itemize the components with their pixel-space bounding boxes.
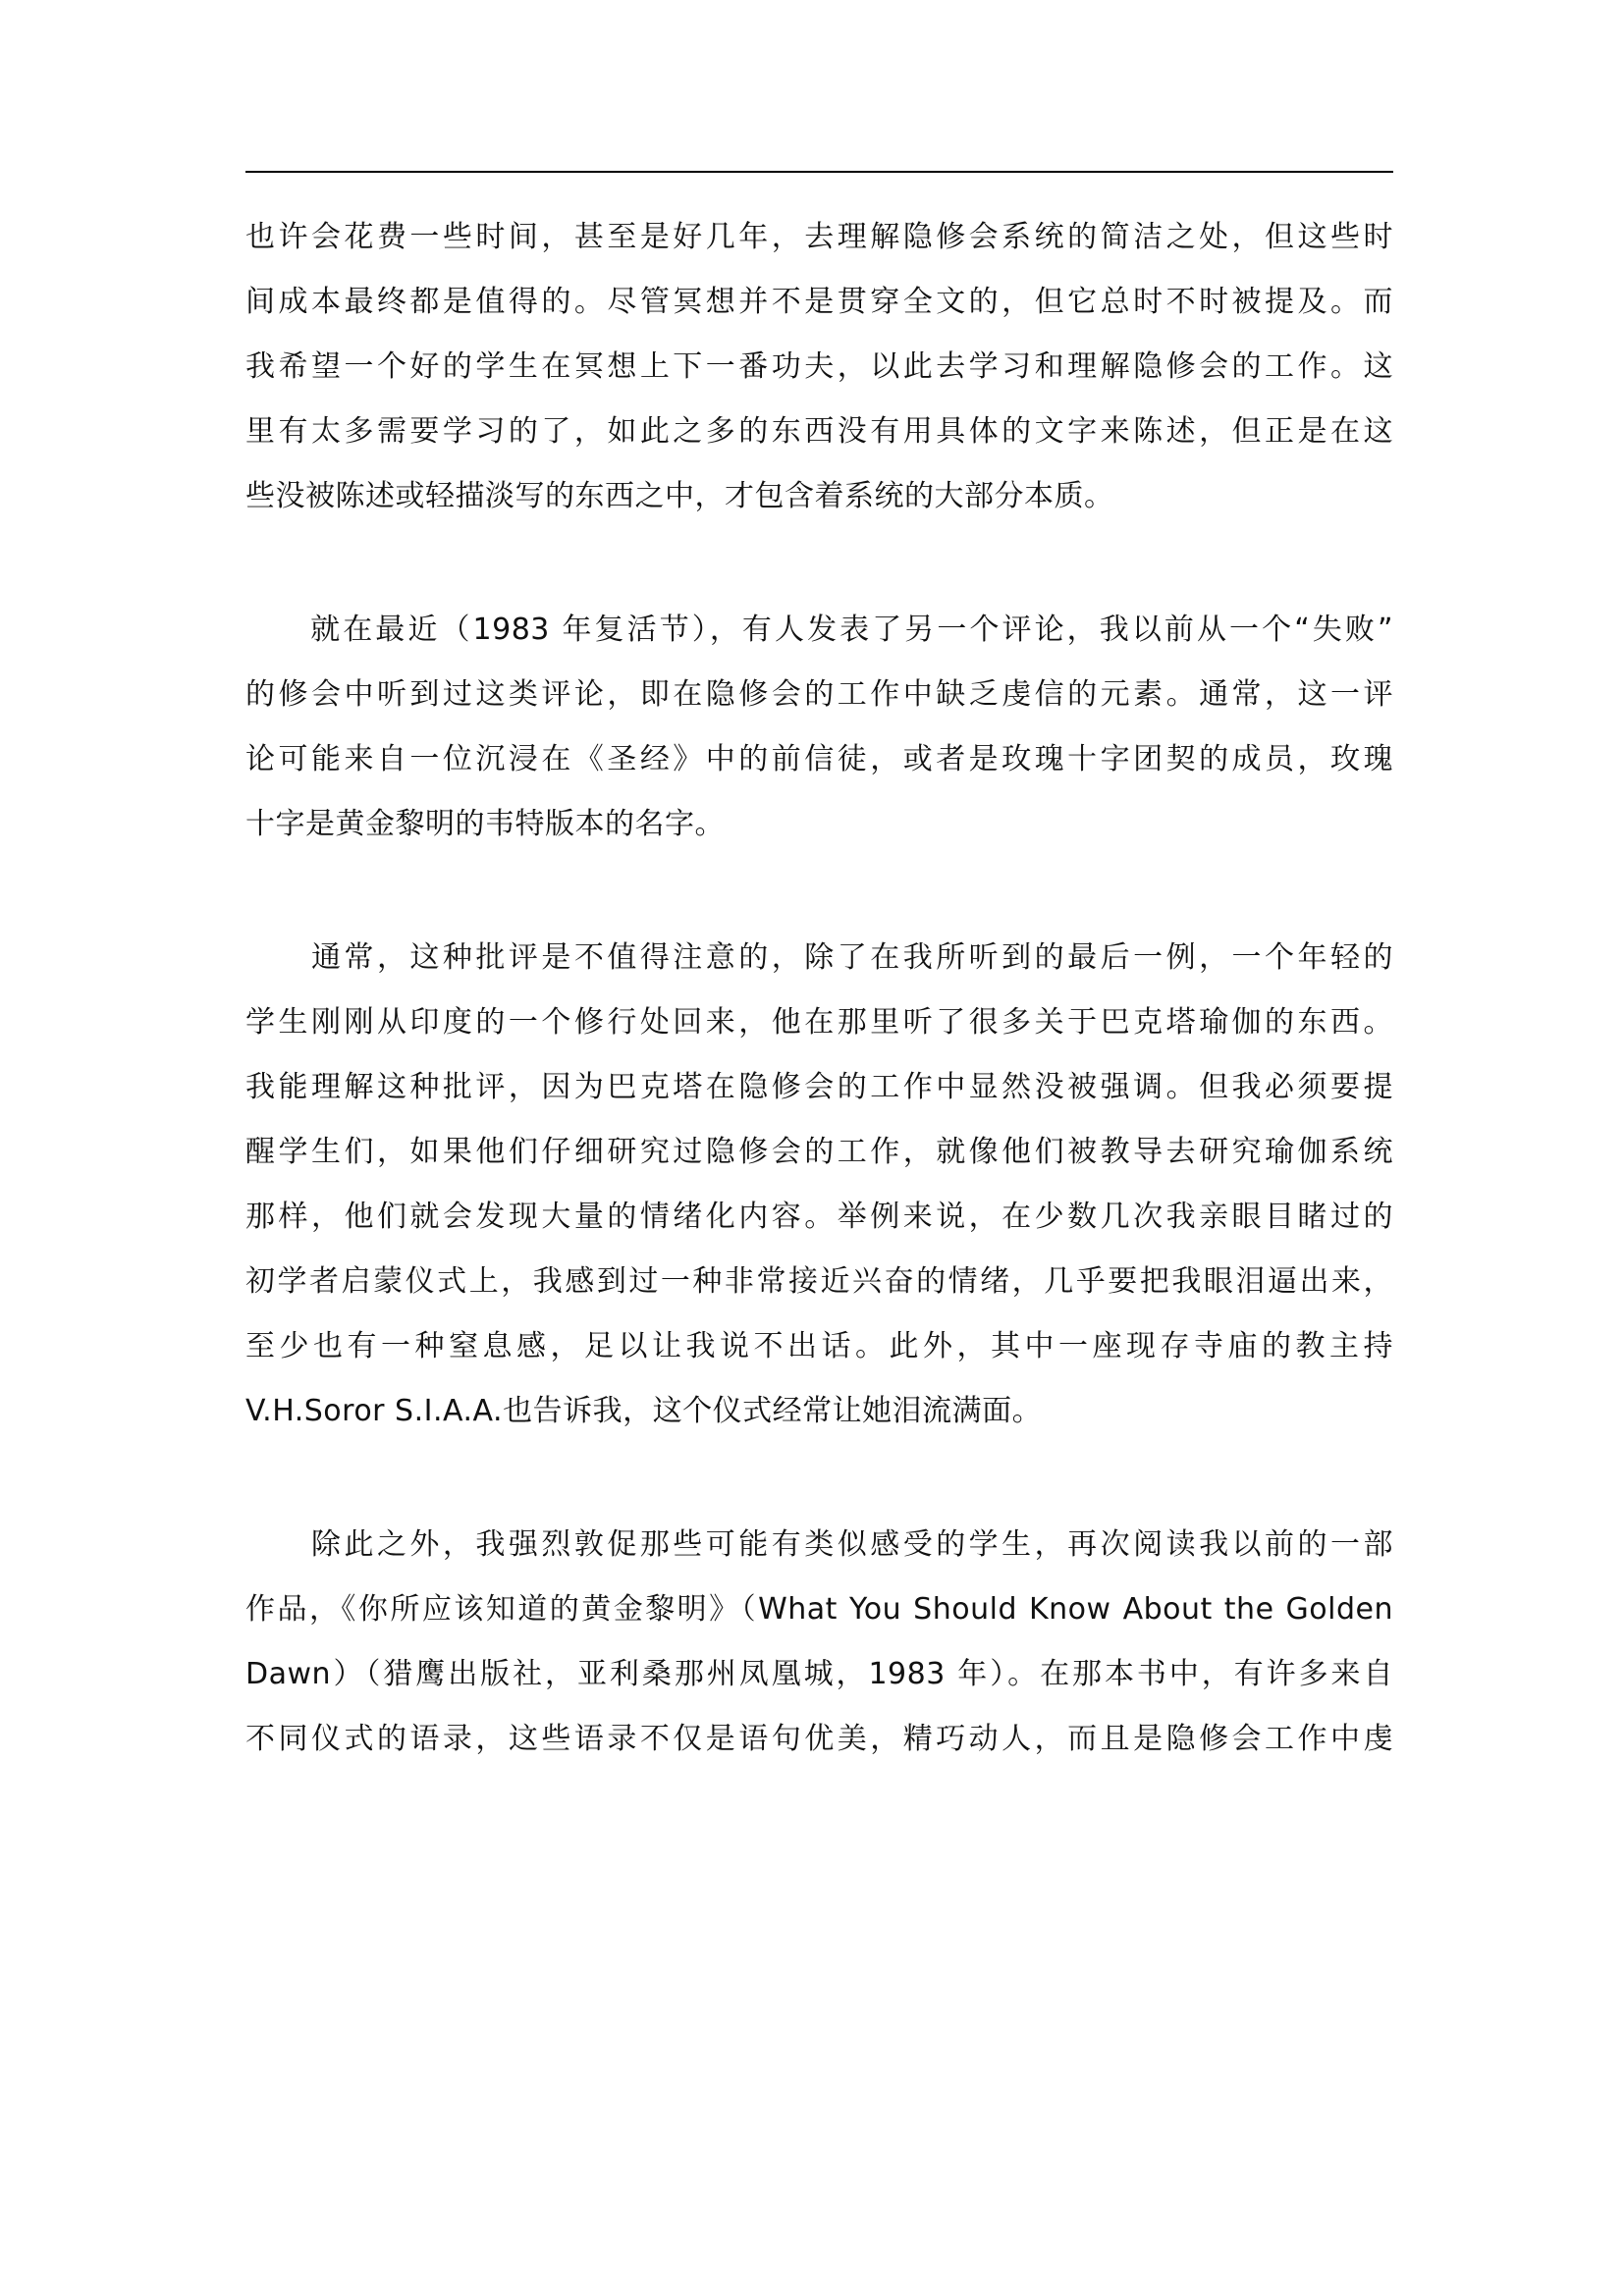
text-line: 也许会花费一些时间，甚至是好几年，去理解隐修会系统的简洁之处，但这些时 [245,220,1393,254]
text-line: 学生刚刚从印度的一个修行处回来，他在那里听了很多关于巴克塔瑜伽的东西。 [245,1005,1393,1040]
text-line: 论可能来自一位沉浸在《圣经》中的前信徒，或者是玫瑰十字团契的成员，玫瑰 [245,742,1393,776]
text-line: 就在最近（1983 年复活节），有人发表了另一个评论，我以前从一个“失败” [245,613,1393,647]
paragraph [245,598,1393,857]
body-text [245,205,1393,1772]
text-line: 的修会中听到过这类评论，即在隐修会的工作中缺乏虔信的元素。通常，这一评 [245,677,1393,712]
text-line: 十字是黄金黎明的韦特版本的名字。 [245,807,725,841]
text-line: 醒学生们，如果他们仔细研究过隐修会的工作，就像他们被教导去研究瑜伽系统 [245,1135,1393,1169]
text-line: 那样，他们就会发现大量的情绪化内容。举例来说，在少数几次我亲眼目睹过的 [245,1200,1393,1234]
paragraph [245,205,1393,529]
text-line: 通常，这种批评是不值得注意的，除了在我所听到的最后一例，一个年轻的 [245,940,1393,975]
text-line: 间成本最终都是值得的。尽管冥想并不是贯穿全文的，但它总时不时被提及。而 [245,285,1393,319]
text-line: 至少也有一种窒息感，足以让我说不出话。此外，其中一座现存寺庙的教主持 [245,1329,1393,1363]
text-line: 些没被陈述或轻描淡写的东西之中，才包含着系统的大部分本质。 [245,479,1114,513]
text-line: 除此之外，我强烈敦促那些可能有类似感受的学生，再次阅读我以前的一部 [245,1527,1393,1562]
text-line: 初学者启蒙仪式上，我感到过一种非常接近兴奋的情绪，几乎要把我眼泪逼出来， [245,1264,1393,1299]
paragraph [245,926,1393,1444]
text-line: 作品，《你所应该知道的黄金黎明》（What You Should Know About the Golden [245,1592,1393,1627]
text-line: Dawn）（猎鹰出版社，亚利桑那州凤凰城，1983 年）。在那本书中，有许多来自 [245,1657,1393,1691]
text-line: 我希望一个好的学生在冥想上下一番功夫，以此去学习和理解隐修会的工作。这 [245,349,1393,384]
text-line: 不同仪式的语录，这些语录不仅是语句优美，精巧动人，而且是隐修会工作中虔 [245,1722,1393,1756]
text-line: V.H.Soror S.I.A.A.也告诉我，这个仪式经常让她泪流满面。 [245,1394,1043,1428]
text-line: 里有太多需要学习的了，如此之多的东西没有用具体的文字来陈述，但正是在这 [245,414,1393,449]
paragraph [245,1513,1393,1772]
header-rule [245,171,1393,173]
text-line: 我能理解这种批评，因为巴克塔在隐修会的工作中显然没被强调。但我必须要提 [245,1070,1393,1104]
